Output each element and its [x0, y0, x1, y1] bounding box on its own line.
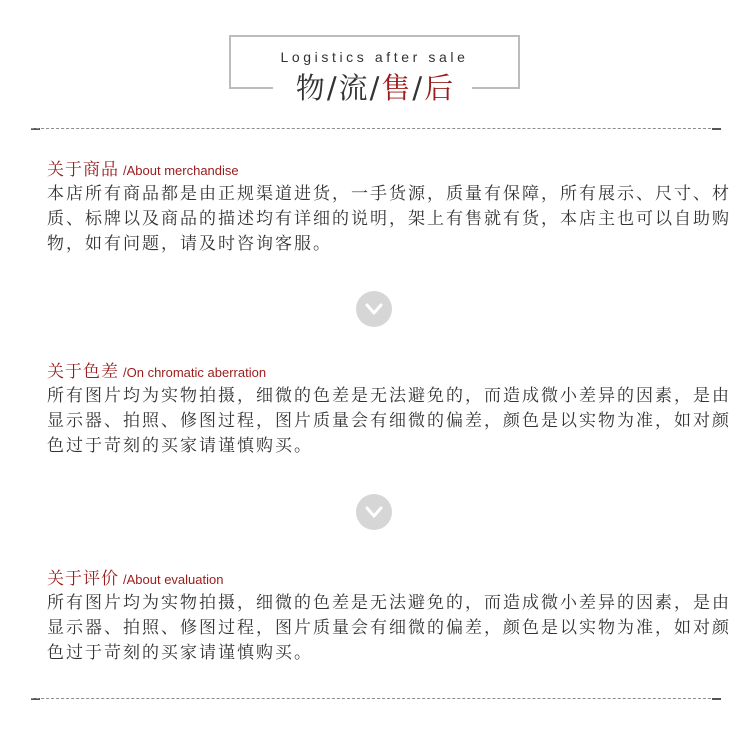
header-subtitle: Logistics after sale	[280, 49, 469, 65]
section-title-en: /About evaluation	[123, 572, 224, 587]
divider-cap-right	[712, 128, 721, 130]
section-body: 所有图片均为实物拍摄，细微的色差是无法避免的，而造成微小差异的因素，是由显示器、拍照、修图过程，图片质量会有细微的偏差，颜色是以实物为准，如对颜色过于苛刻的买家请谨慎购买。	[47, 386, 731, 456]
chevron-down-icon	[356, 291, 392, 327]
section-title-en: /About merchandise	[123, 163, 239, 178]
section-title	[47, 567, 737, 591]
section-body: 本店所有商品都是由正规渠道进货，一手货源，质量有保障，所有展示、尺寸、材质、标牌以及商品的描述均有详细的说明，架上有售就有货，本店主也可以自助购物，如有问题，请及时咨询客服。	[47, 184, 731, 254]
section-title	[47, 158, 737, 182]
chevron-down-icon	[356, 494, 392, 530]
divider-top	[31, 128, 721, 129]
title-slash: /	[412, 71, 424, 105]
section-body: 所有图片均为实物拍摄，细微的色差是无法避免的，而造成微小差异的因素，是由显示器、拍照、修图过程，图片质量会有细微的偏差，颜色是以实物为准，如对颜色过于苛刻的买家请谨慎购买。	[47, 593, 731, 663]
section-title-en: /On chromatic aberration	[123, 365, 267, 380]
page-title	[290, 70, 460, 106]
title-slash: /	[326, 71, 338, 105]
title-char-highlight: 售	[381, 71, 412, 105]
section-title-zh: 关于色差	[47, 362, 119, 382]
section-title	[47, 360, 737, 384]
section-title-zh: 关于商品	[47, 160, 119, 180]
divider-cap-right	[712, 698, 721, 700]
section-merchandise	[47, 158, 737, 257]
title-char: 物	[295, 71, 326, 105]
section-chromatic-aberration	[47, 360, 737, 459]
header-underline-right	[472, 87, 520, 89]
header-underline-left	[229, 87, 273, 89]
title-char-highlight: 后	[424, 71, 455, 105]
section-evaluation	[47, 567, 737, 666]
section-title-zh: 关于评价	[47, 569, 119, 589]
title-slash: /	[369, 71, 381, 105]
title-char: 流	[338, 71, 369, 105]
divider-bottom	[31, 698, 721, 699]
